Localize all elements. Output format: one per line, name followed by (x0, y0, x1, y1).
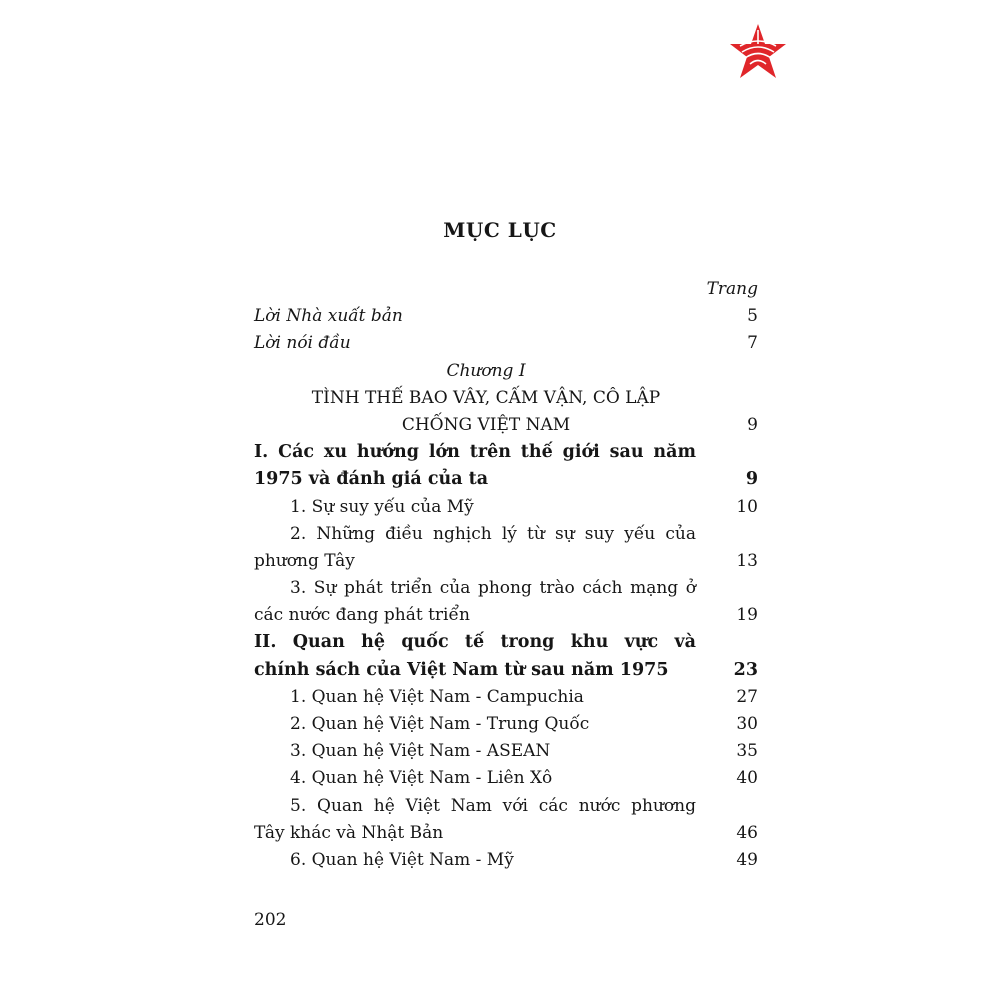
toc-entry (254, 684, 758, 711)
toc-entry (254, 494, 758, 521)
toc-entry-title: 5. Quan hệ Việt Nam với các nước phương (290, 795, 696, 816)
publisher-star-logo-icon (728, 22, 788, 82)
toc-entry-title: 3. Sự phát triển của phong trào cách mạng ở (290, 578, 696, 599)
section-title: chính sách của Việt Nam từ sau năm 1975 (254, 659, 669, 680)
toc-entry-page: 40 (736, 768, 758, 789)
toc-entry (254, 765, 758, 792)
footer-page-number: 202 (254, 910, 287, 930)
chapter-title: TÌNH THẾ BAO VÂY, CẤM VẬN, CÔ LẬP (311, 387, 661, 408)
section-title: 1975 và đánh giá của ta (254, 469, 489, 490)
toc-entry-title: phương Tây (254, 550, 355, 571)
section-title: II. Quan hệ quốc tế trong khu vực và (254, 632, 696, 653)
toc-entry (254, 548, 758, 575)
toc-entry-title: 6. Quan hệ Việt Nam - Mỹ (290, 849, 514, 870)
section-heading (254, 466, 758, 493)
toc-entry-page: 46 (736, 822, 758, 843)
toc-header-row (254, 276, 758, 303)
toc-entry-page: 35 (736, 741, 758, 762)
toc-entry (254, 738, 758, 765)
toc-entry-title: 1. Quan hệ Việt Nam - Campuchia (290, 686, 584, 707)
page-column-label: Trang (706, 279, 758, 299)
toc-entry-title: Tây khác và Nhật Bản (254, 822, 444, 843)
toc-entry-page: 13 (736, 550, 758, 571)
toc-entry-page: 49 (736, 849, 758, 870)
section-heading (254, 439, 758, 466)
toc-entry-page: 10 (736, 496, 758, 517)
toc-entry-title: 4. Quan hệ Việt Nam - Liên Xô (290, 768, 553, 789)
toc-entry-page: 19 (736, 605, 758, 626)
section-heading (254, 629, 758, 656)
toc-entry-title: Lời Nhà xuất bản (254, 306, 403, 327)
toc-entry (254, 820, 758, 847)
chapter-title: CHỐNG VIỆT NAM (401, 414, 571, 435)
toc-entry (254, 847, 758, 874)
toc-entry-page: 27 (736, 686, 758, 707)
toc-entry (254, 602, 758, 629)
chapter-title-line (254, 412, 758, 439)
toc-entry-page: 5 (747, 306, 758, 327)
section-title: I. Các xu hướng lớn trên thế giới sau năm (254, 442, 696, 463)
page-title: MỤC LỤC (443, 218, 557, 242)
toc-entry-title: 2. Quan hệ Việt Nam - Trung Quốc (290, 714, 590, 734)
toc-entry-page: 30 (736, 714, 758, 734)
toc-entry (254, 575, 758, 602)
chapter-label (254, 358, 758, 385)
toc-entry (254, 711, 758, 738)
toc-entry-title: 1. Sự suy yếu của Mỹ (290, 496, 474, 517)
toc-entry (254, 521, 758, 548)
toc-entry (254, 330, 758, 357)
chapter-number: Chương I (446, 360, 526, 381)
toc-entry-page: 23 (733, 659, 758, 680)
toc-entry-title: các nước đang phát triển (254, 605, 470, 626)
toc-entry-page: 9 (747, 414, 758, 435)
toc-entry (254, 303, 758, 330)
toc-entry (254, 793, 758, 820)
table-of-contents (254, 276, 758, 874)
toc-entry-title: Lời nói đầu (254, 333, 351, 354)
toc-entry-title: 3. Quan hệ Việt Nam - ASEAN (290, 741, 551, 762)
toc-entry-page: 7 (747, 333, 758, 354)
section-heading (254, 657, 758, 684)
toc-entry-page: 9 (745, 469, 758, 490)
chapter-title-line (254, 385, 758, 412)
toc-entry-title: 2. Những điều nghịch lý từ sự suy yếu của (290, 523, 696, 544)
